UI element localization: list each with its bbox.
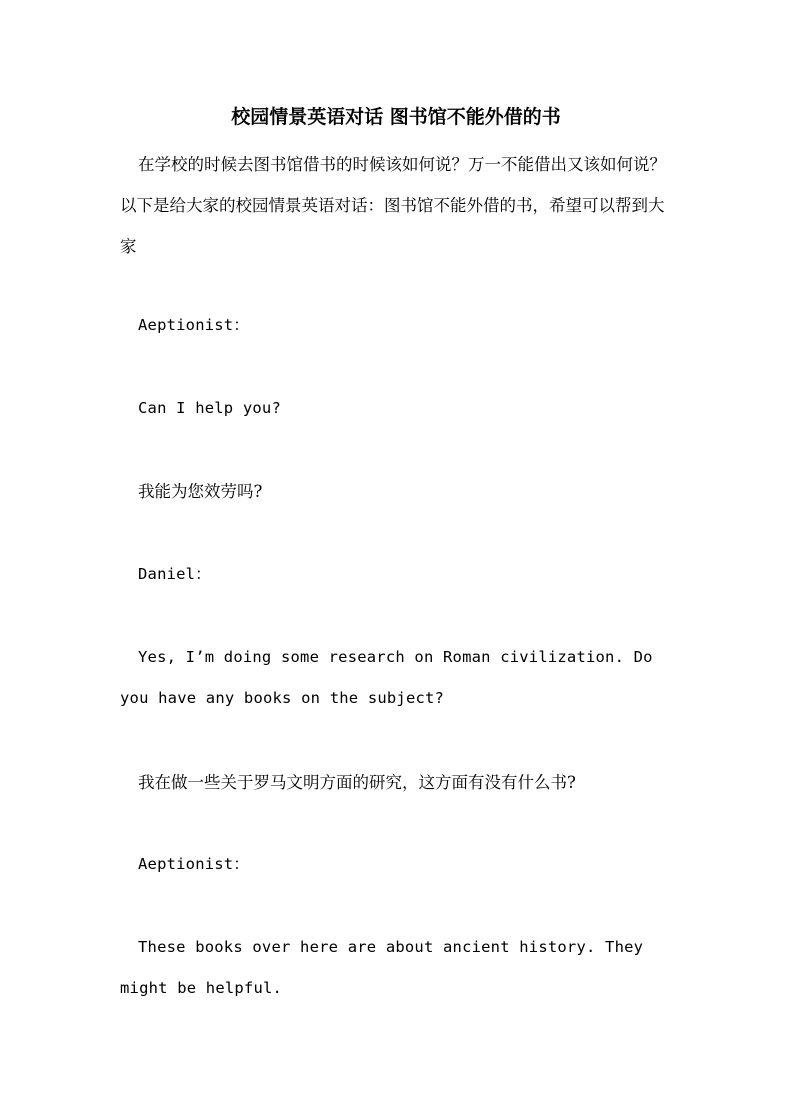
- dialogue-line-chinese: 我能为您效劳吗?: [138, 482, 263, 501]
- speaker-label: Aeptionist：: [138, 316, 250, 334]
- intro-paragraph: 在学校的时候去图书馆借书的时候该如何说？万一不能借出又该如何说？以下是给大家的校园情景英语对话：图书馆不能外借的书，希望可以帮到大家: [120, 155, 666, 256]
- dialogue-line-english: Yes, I’m doing some research on Roman civilization. Do you have any books on the subject?: [120, 648, 653, 707]
- dialogue-line-english: These books over here are about ancient history. They might be helpful.: [120, 938, 644, 997]
- document-title: 校园情景英语对话 图书馆不能外借的书: [231, 106, 561, 128]
- speaker-label: Daniel：: [138, 565, 211, 583]
- speaker-label: Aeptionist：: [138, 855, 250, 873]
- dialogue-line-chinese: 我在做一些关于罗马文明方面的研究，这方面有没有什么书?: [138, 773, 576, 792]
- dialogue-line-english: Can I help you?: [138, 399, 281, 417]
